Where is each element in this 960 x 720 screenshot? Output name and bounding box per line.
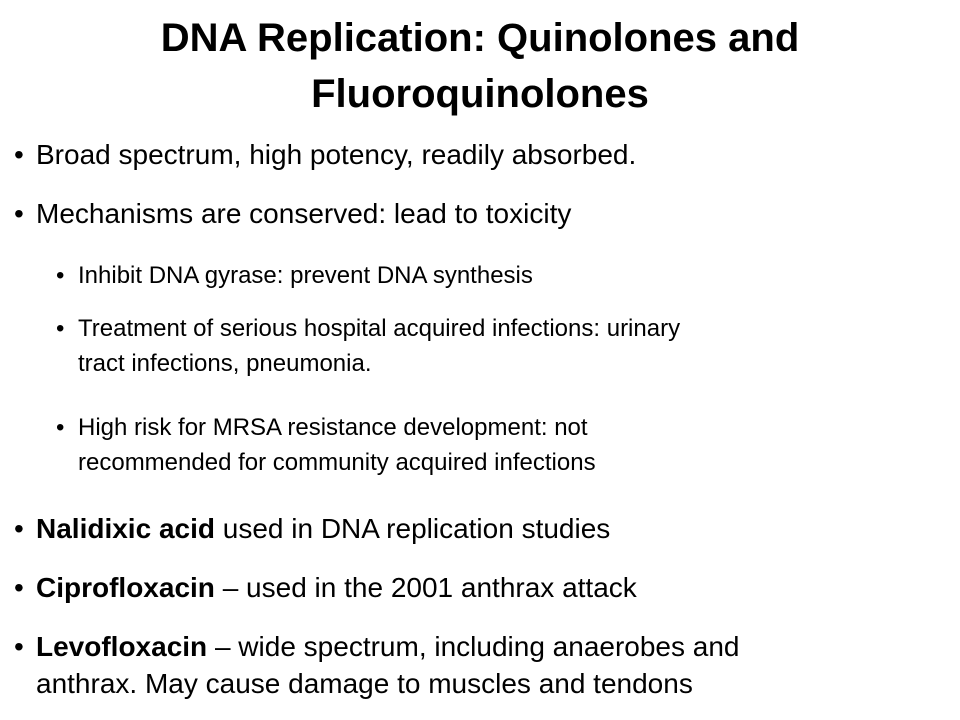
sub-bullet-text: [78, 410, 938, 480]
bullet-icon: •: [56, 315, 65, 342]
bullet-text: Mechanisms are conserved: lead to toxicity: [36, 198, 572, 229]
bullet-item: [14, 569, 916, 606]
drug-name: Nalidixic acid: [36, 513, 215, 544]
drug-name: Ciprofloxacin: [36, 572, 215, 603]
bullet-icon: •: [56, 262, 65, 289]
sub-bullet-text: Inhibit DNA gyrase: prevent DNA synthesis: [78, 262, 533, 289]
bullet-icon: •: [14, 631, 24, 662]
sub-bullet-line-2: recommended for community acquired infections: [78, 449, 596, 476]
bullet-icon: •: [14, 513, 24, 544]
sub-bullet-line-1: High risk for MRSA resistance development: not: [78, 414, 588, 441]
drug-name: Levofloxacin: [36, 631, 208, 662]
bullet-text: [36, 569, 916, 606]
drug-description: used in DNA replication studies: [214, 513, 611, 544]
bullet-icon: •: [14, 572, 24, 603]
bullet-item: [14, 136, 916, 173]
title-line-2: Fluoroquinolones: [311, 72, 649, 116]
sub-bullet-item: [56, 258, 938, 293]
sub-bullet-line-2: tract infections, pneumonia.: [78, 350, 372, 377]
bullet-line-2: anthrax. May cause damage to muscles and tendons: [36, 668, 693, 699]
title-line-1: DNA Replication: Quinolones and: [160, 16, 800, 60]
drug-description: – wide spectrum, including anaerobes and: [207, 631, 740, 662]
bullet-line-1: [36, 628, 916, 665]
sub-bullet-text: [78, 311, 938, 381]
bullet-text: Broad spectrum, high potency, readily absorbed.: [36, 139, 637, 170]
bullet-icon: •: [14, 198, 24, 229]
bullet-icon: •: [56, 414, 65, 441]
bullet-item: [14, 195, 916, 232]
bullet-text: [36, 510, 916, 547]
sub-bullet-item: [56, 410, 938, 480]
sub-bullet-line-1: Treatment of serious hospital acquired infections: urinary: [78, 315, 681, 342]
bullet-item: [14, 510, 916, 547]
bullet-item: [14, 628, 916, 702]
bullet-icon: •: [14, 139, 24, 170]
sub-bullet-item: [56, 311, 938, 381]
drug-description: – used in the 2001 anthrax attack: [214, 572, 637, 603]
bullet-text: [36, 628, 916, 702]
